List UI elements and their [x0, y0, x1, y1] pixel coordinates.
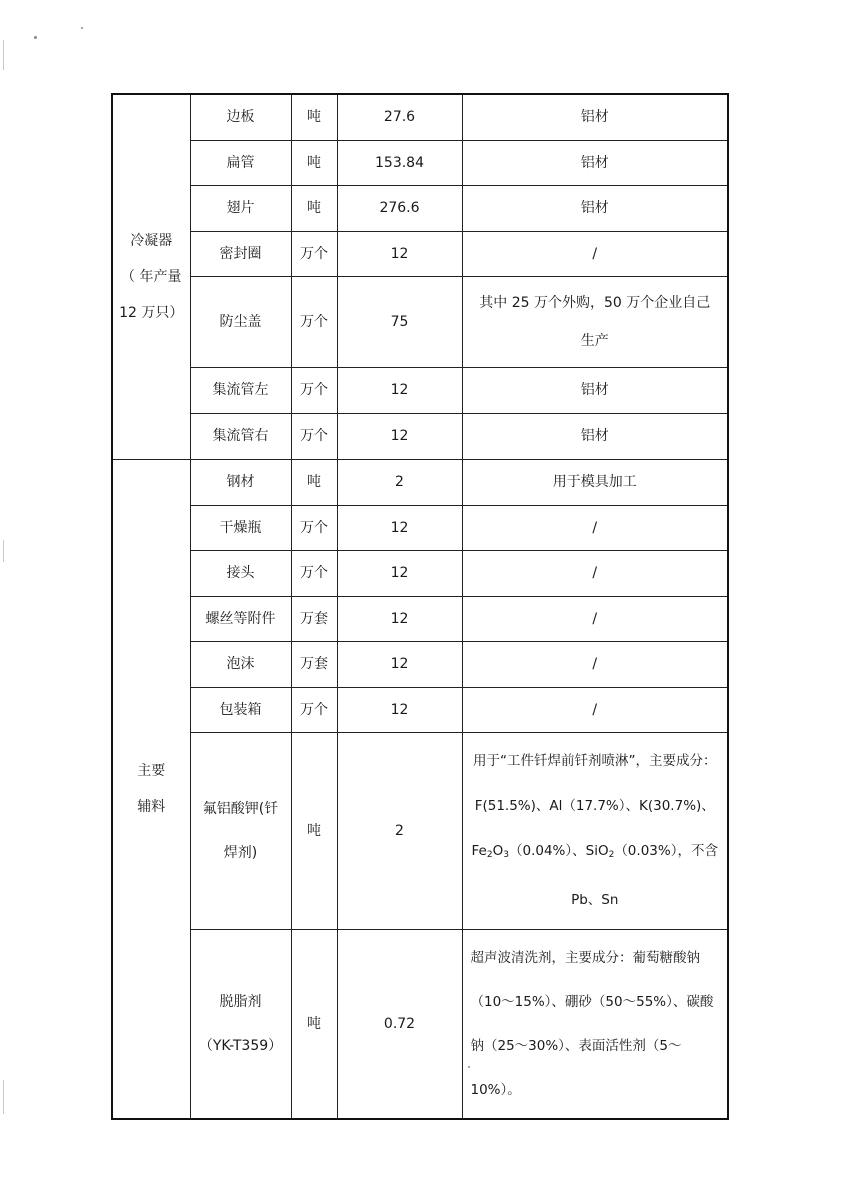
note: / [462, 641, 728, 687]
note: / [462, 231, 728, 276]
note-text: 用于“工件钎焊前钎剂喷淋”，主要成分：F(51.5%)、Al（17.7%）、K(30.7%)、Fe [471, 752, 717, 859]
unit: 万个 [291, 687, 337, 732]
category-line: 辅料 [137, 798, 166, 815]
unit: 吨 [291, 185, 337, 231]
unit: 万个 [291, 276, 337, 367]
material-name: 边板 [190, 94, 291, 140]
material-name: 扁管 [190, 140, 291, 185]
category-line: 主要 [137, 762, 166, 779]
unit: 万个 [291, 231, 337, 276]
subscript: 2 [608, 849, 615, 860]
material-name-line: 焊剂) [223, 844, 258, 861]
materials-table [111, 93, 729, 1120]
material-name: 钢材 [190, 459, 291, 505]
material-name-line: 氟铝酸钾(钎 [202, 800, 279, 817]
unit: 万个 [291, 505, 337, 550]
material-name: 泡沫 [190, 641, 291, 687]
category-cell-auxiliary [112, 459, 190, 1119]
quantity: 276.6 [337, 185, 462, 231]
quantity: 12 [337, 231, 462, 276]
material-name: 防尘盖 [190, 276, 291, 367]
unit: 万个 [291, 413, 337, 459]
table-row [112, 596, 728, 641]
note: 铝材 [462, 94, 728, 140]
material-name-line: （YK-T359） [198, 1037, 283, 1054]
category-line: 冷凝器 [130, 232, 173, 249]
quantity: 12 [337, 367, 462, 413]
quantity: 2 [337, 459, 462, 505]
note: / [462, 505, 728, 550]
material-name: 干燥瓶 [190, 505, 291, 550]
quantity: 0.72 [337, 929, 462, 1119]
quantity: 12 [337, 550, 462, 596]
unit: 吨 [291, 929, 337, 1119]
table-row [112, 276, 728, 367]
note: 铝材 [462, 140, 728, 185]
subscript: 3 [503, 849, 509, 860]
material-name: 包装箱 [190, 687, 291, 732]
note: 铝材 [462, 367, 728, 413]
table-row [112, 550, 728, 596]
note: 铝材 [462, 413, 728, 459]
unit: 万个 [291, 367, 337, 413]
note-text: （0.03%），不含 Pb、Sn [571, 842, 718, 908]
quantity: 12 [337, 596, 462, 641]
unit: 吨 [291, 459, 337, 505]
material-name [190, 929, 291, 1119]
material-name: 密封圈 [190, 231, 291, 276]
table-row [112, 185, 728, 231]
note: 超声波清洗剂，主要成分：葡萄糖酸钠（10～15%）、硼砂（50～55%）、碳酸钠（25～30%）、表面活性剂（5～10%）。 [462, 929, 728, 1119]
note: 其中 25 万个外购，50 万个企业自己生产 [462, 276, 728, 367]
quantity: 12 [337, 413, 462, 459]
table-row [112, 687, 728, 732]
table-row [112, 140, 728, 185]
material-name: 接头 [190, 550, 291, 596]
table-row [112, 367, 728, 413]
table-row [112, 929, 728, 1119]
table-row [112, 413, 728, 459]
material-name [190, 732, 291, 929]
note: / [462, 550, 728, 596]
note: / [462, 687, 728, 732]
quantity: 75 [337, 276, 462, 367]
material-name: 螺丝等附件 [190, 596, 291, 641]
table-row [112, 231, 728, 276]
table-row [112, 505, 728, 550]
category-cell-condenser [112, 94, 190, 459]
quantity: 27.6 [337, 94, 462, 140]
scan-edge-mark [3, 1080, 4, 1114]
scan-edge-mark [3, 540, 4, 562]
scan-speck [34, 36, 37, 39]
material-name: 集流管左 [190, 367, 291, 413]
scan-speck [81, 27, 83, 29]
note: / [462, 596, 728, 641]
unit: 万套 [291, 596, 337, 641]
quantity: 12 [337, 641, 462, 687]
unit: 吨 [291, 732, 337, 929]
table-row [112, 94, 728, 140]
note: 铝材 [462, 185, 728, 231]
note-text: （0.04%）、SiO [508, 842, 609, 859]
category-line: （ 年产量 [121, 268, 182, 285]
subscript: 2 [486, 849, 493, 860]
unit: 吨 [291, 140, 337, 185]
table-row [112, 732, 728, 929]
category-line: 12 万只） [119, 304, 184, 321]
table-row [112, 641, 728, 687]
material-name: 集流管右 [190, 413, 291, 459]
note-text: O [492, 842, 504, 859]
quantity: 2 [337, 732, 462, 929]
unit: 万套 [291, 641, 337, 687]
material-name: 翅片 [190, 185, 291, 231]
table-row [112, 459, 728, 505]
note: 用于模具加工 [462, 459, 728, 505]
unit: 万个 [291, 550, 337, 596]
material-name-line: 脱脂剂 [219, 993, 262, 1010]
quantity: 153.84 [337, 140, 462, 185]
scan-edge-mark [3, 40, 4, 70]
quantity: 12 [337, 505, 462, 550]
unit: 吨 [291, 94, 337, 140]
note [462, 732, 728, 929]
quantity: 12 [337, 687, 462, 732]
